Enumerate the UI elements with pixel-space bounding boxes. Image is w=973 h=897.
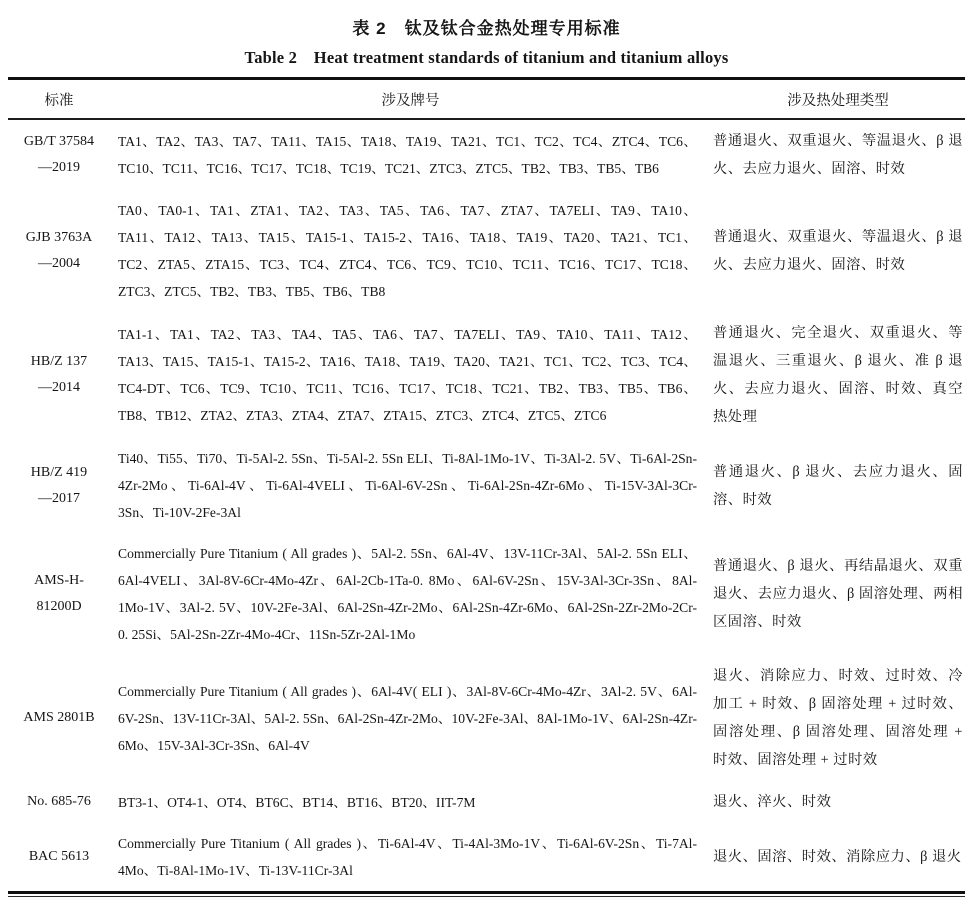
- cell-standard: [8, 438, 110, 533]
- table-row: [8, 438, 965, 533]
- table-row: [8, 655, 965, 781]
- cell-standard: [8, 119, 110, 190]
- standard-line: GJB 3763A: [25, 230, 93, 245]
- cell-grades: Commercially Pure Titanium ( All grades )、6Al-4V( ELI )、3Al-8V-6Cr-4Mo-4Zr、3Al-2. 5V、6Al-6V-2Sn、13V-11Cr-3Al、5Al-2. 5Sn、6Al-2Sn-4Zr-2Mo、10V-2Fe-3Al、8Al-1Mo-1V、6Al-2Sn-4Zr-6Mo、15V-3Al-3Cr-3Sn、6Al-4V: [118, 683, 697, 753]
- cell-treatments: 退火、消除应力、时效、过时效、冷加工 + 时效、β 固溶处理 + 过时效、固溶处理、β 固溶处理、固溶处理 + 时效、固溶处理 + 过时效: [713, 668, 963, 768]
- cell-treatments: 退火、固溶、时效、消除应力、β 退火: [713, 849, 962, 865]
- standard-line: AMS-H-: [34, 573, 84, 588]
- standards-table: [8, 77, 965, 891]
- table-body: [8, 119, 965, 891]
- standard-line: AMS 2801B: [23, 710, 95, 725]
- standard-line: HB/Z 419: [30, 464, 88, 480]
- table-title-zh: 表 2 钛及钛合金热处理专用标准: [352, 19, 621, 38]
- cell-treatments: 普通退火、β 退火、去应力退火、固溶、时效: [713, 463, 963, 508]
- header-standard: 标准: [8, 79, 110, 120]
- cell-grades: Ti40、Ti55、Ti70、Ti-5Al-2. 5Sn、Ti-5Al-2. 5Sn ELI、Ti-8Al-1Mo-1V、Ti-3Al-2. 5V、Ti-6Al-2Sn-4Zr-2Mo、Ti-6Al-4V、Ti-6Al-4VELI、Ti-6Al-6V-2Sn、Ti-6Al-2Sn-4Zr-6Mo、Ti-15V-3Al-3Cr-3Sn、Ti-10V-2Fe-3Al: [118, 451, 697, 520]
- cell-grades: BT3-1、OT4-1、OT4、BT6C、BT14、BT16、BT20、IIT-7M: [118, 794, 476, 810]
- cell-grades: TA0、TA0-1、TA1、ZTA1、TA2、TA3、TA5、TA6、TA7、ZTA7、TA7ELI、TA9、TA10、TA11、TA12、TA13、TA15、TA15-1、TA15-2、TA16、TA18、TA19、TA20、TA21、TC1、TC2、ZTA5、ZTA15、TC3、TC4、ZTC4、TC6、TC9、TC10、TC11、TC16、TC17、TC18、ZTC3、ZTC5、TB2、TB3、TB5、TB6、TB8: [118, 203, 697, 299]
- table-header-row: [8, 79, 965, 120]
- cell-standard: [8, 655, 110, 781]
- cell-grades: Commercially Pure Titanium ( All grades )、5Al-2. 5Sn、6Al-4V、13V-11Cr-3Al、5Al-2. 5Sn ELI、6Al-4VELI、3Al-8V-6Cr-4Mo-4Zr、6Al-2Cb-1Ta-0. 8Mo、6Al-6V-2Sn、15V-3Al-3Cr-3Sn、8Al-1Mo-1V、3Al-2. 5V、10V-2Fe-3Al、6Al-2Sn-4Zr-2Mo、6Al-2Sn-4Zr-6Mo、6Al-2Sn-2Zr-2Mo-2Cr-0. 25Si、5Al-2Sn-2Zr-4Mo-4Cr、11Sn-5Zr-2Al-1Mo: [118, 546, 697, 642]
- standard-line: HB/Z 137: [30, 354, 88, 369]
- table-row: [8, 823, 965, 891]
- header-grades: 涉及牌号: [110, 79, 711, 120]
- cell-grades: TA1-1、TA1、TA2、TA3、TA4、TA5、TA6、TA7、TA7ELI、TA9、TA10、TA11、TA12、TA13、TA15、TA15-1、TA15-2、TA16、TA18、TA19、TA20、TA21、TC1、TC2、TC3、TC4、TC4-DT、TC6、TC9、TC10、TC11、TC16、TC17、TC18、TC21、TB2、TB3、TB5、TB6、TB8、TB12、ZTA2、ZTA3、ZTA4、ZTA7、ZTA15、ZTC3、ZTC4、ZTC5、ZTC6: [118, 327, 697, 423]
- table-title-en: Table 2 Heat treatment standards of titanium and titanium alloys: [244, 48, 729, 67]
- table-row: [8, 190, 965, 312]
- cell-standard: [8, 823, 110, 891]
- standard-line: No. 685-76: [27, 794, 91, 809]
- table-row: [8, 781, 965, 823]
- cell-treatments: 普通退火、β 退火、再结晶退火、双重退火、去应力退火、β 固溶处理、两相区固溶、时效: [713, 558, 963, 630]
- standard-line: —2004: [38, 256, 80, 271]
- standard-line: —2014: [38, 380, 80, 395]
- table-row: [8, 312, 965, 438]
- header-treatments: 涉及热处理类型: [711, 79, 965, 120]
- standard-line: GB/T 37584: [23, 134, 95, 149]
- table-row: [8, 533, 965, 655]
- cell-treatments: 普通退火、双重退火、等温退火、β 退火、去应力退火、固溶、时效: [713, 229, 963, 273]
- cell-treatments: 退火、淬火、时效: [713, 794, 832, 810]
- cell-grades: Commercially Pure Titanium ( All grades )、Ti-6Al-4V、Ti-4Al-3Mo-1V、Ti-6Al-6V-2Sn、Ti-7Al-4Mo、Ti-8Al-1Mo-1V、Ti-13V-11Cr-3Al: [118, 836, 697, 878]
- cell-treatments: 普通退火、双重退火、等温退火、β 退火、去应力退火、固溶、时效: [713, 133, 963, 177]
- standard-line: —2017: [38, 490, 80, 506]
- table-bottom-rule-thick: [8, 891, 965, 894]
- standard-line: BAC 5613: [28, 849, 90, 864]
- cell-treatments: 普通退火、完全退火、双重退火、等温退火、三重退火、β 退火、准 β 退火、去应力退火、固溶、时效、真空热处理: [713, 325, 963, 425]
- cell-standard: [8, 312, 110, 438]
- table-row: [8, 119, 965, 190]
- standard-line: —2019: [38, 160, 80, 175]
- cell-standard: [8, 190, 110, 312]
- standard-line: 81200D: [36, 599, 82, 614]
- cell-grades: TA1、TA2、TA3、TA7、TA11、TA15、TA18、TA19、TA21、TC1、TC2、TC4、ZTC4、TC6、TC10、TC11、TC16、TC17、TC18、TC19、TC21、ZTC3、ZTC5、TB2、TB3、TB5、TB6: [118, 134, 697, 176]
- cell-standard: [8, 533, 110, 655]
- cell-standard: [8, 781, 110, 823]
